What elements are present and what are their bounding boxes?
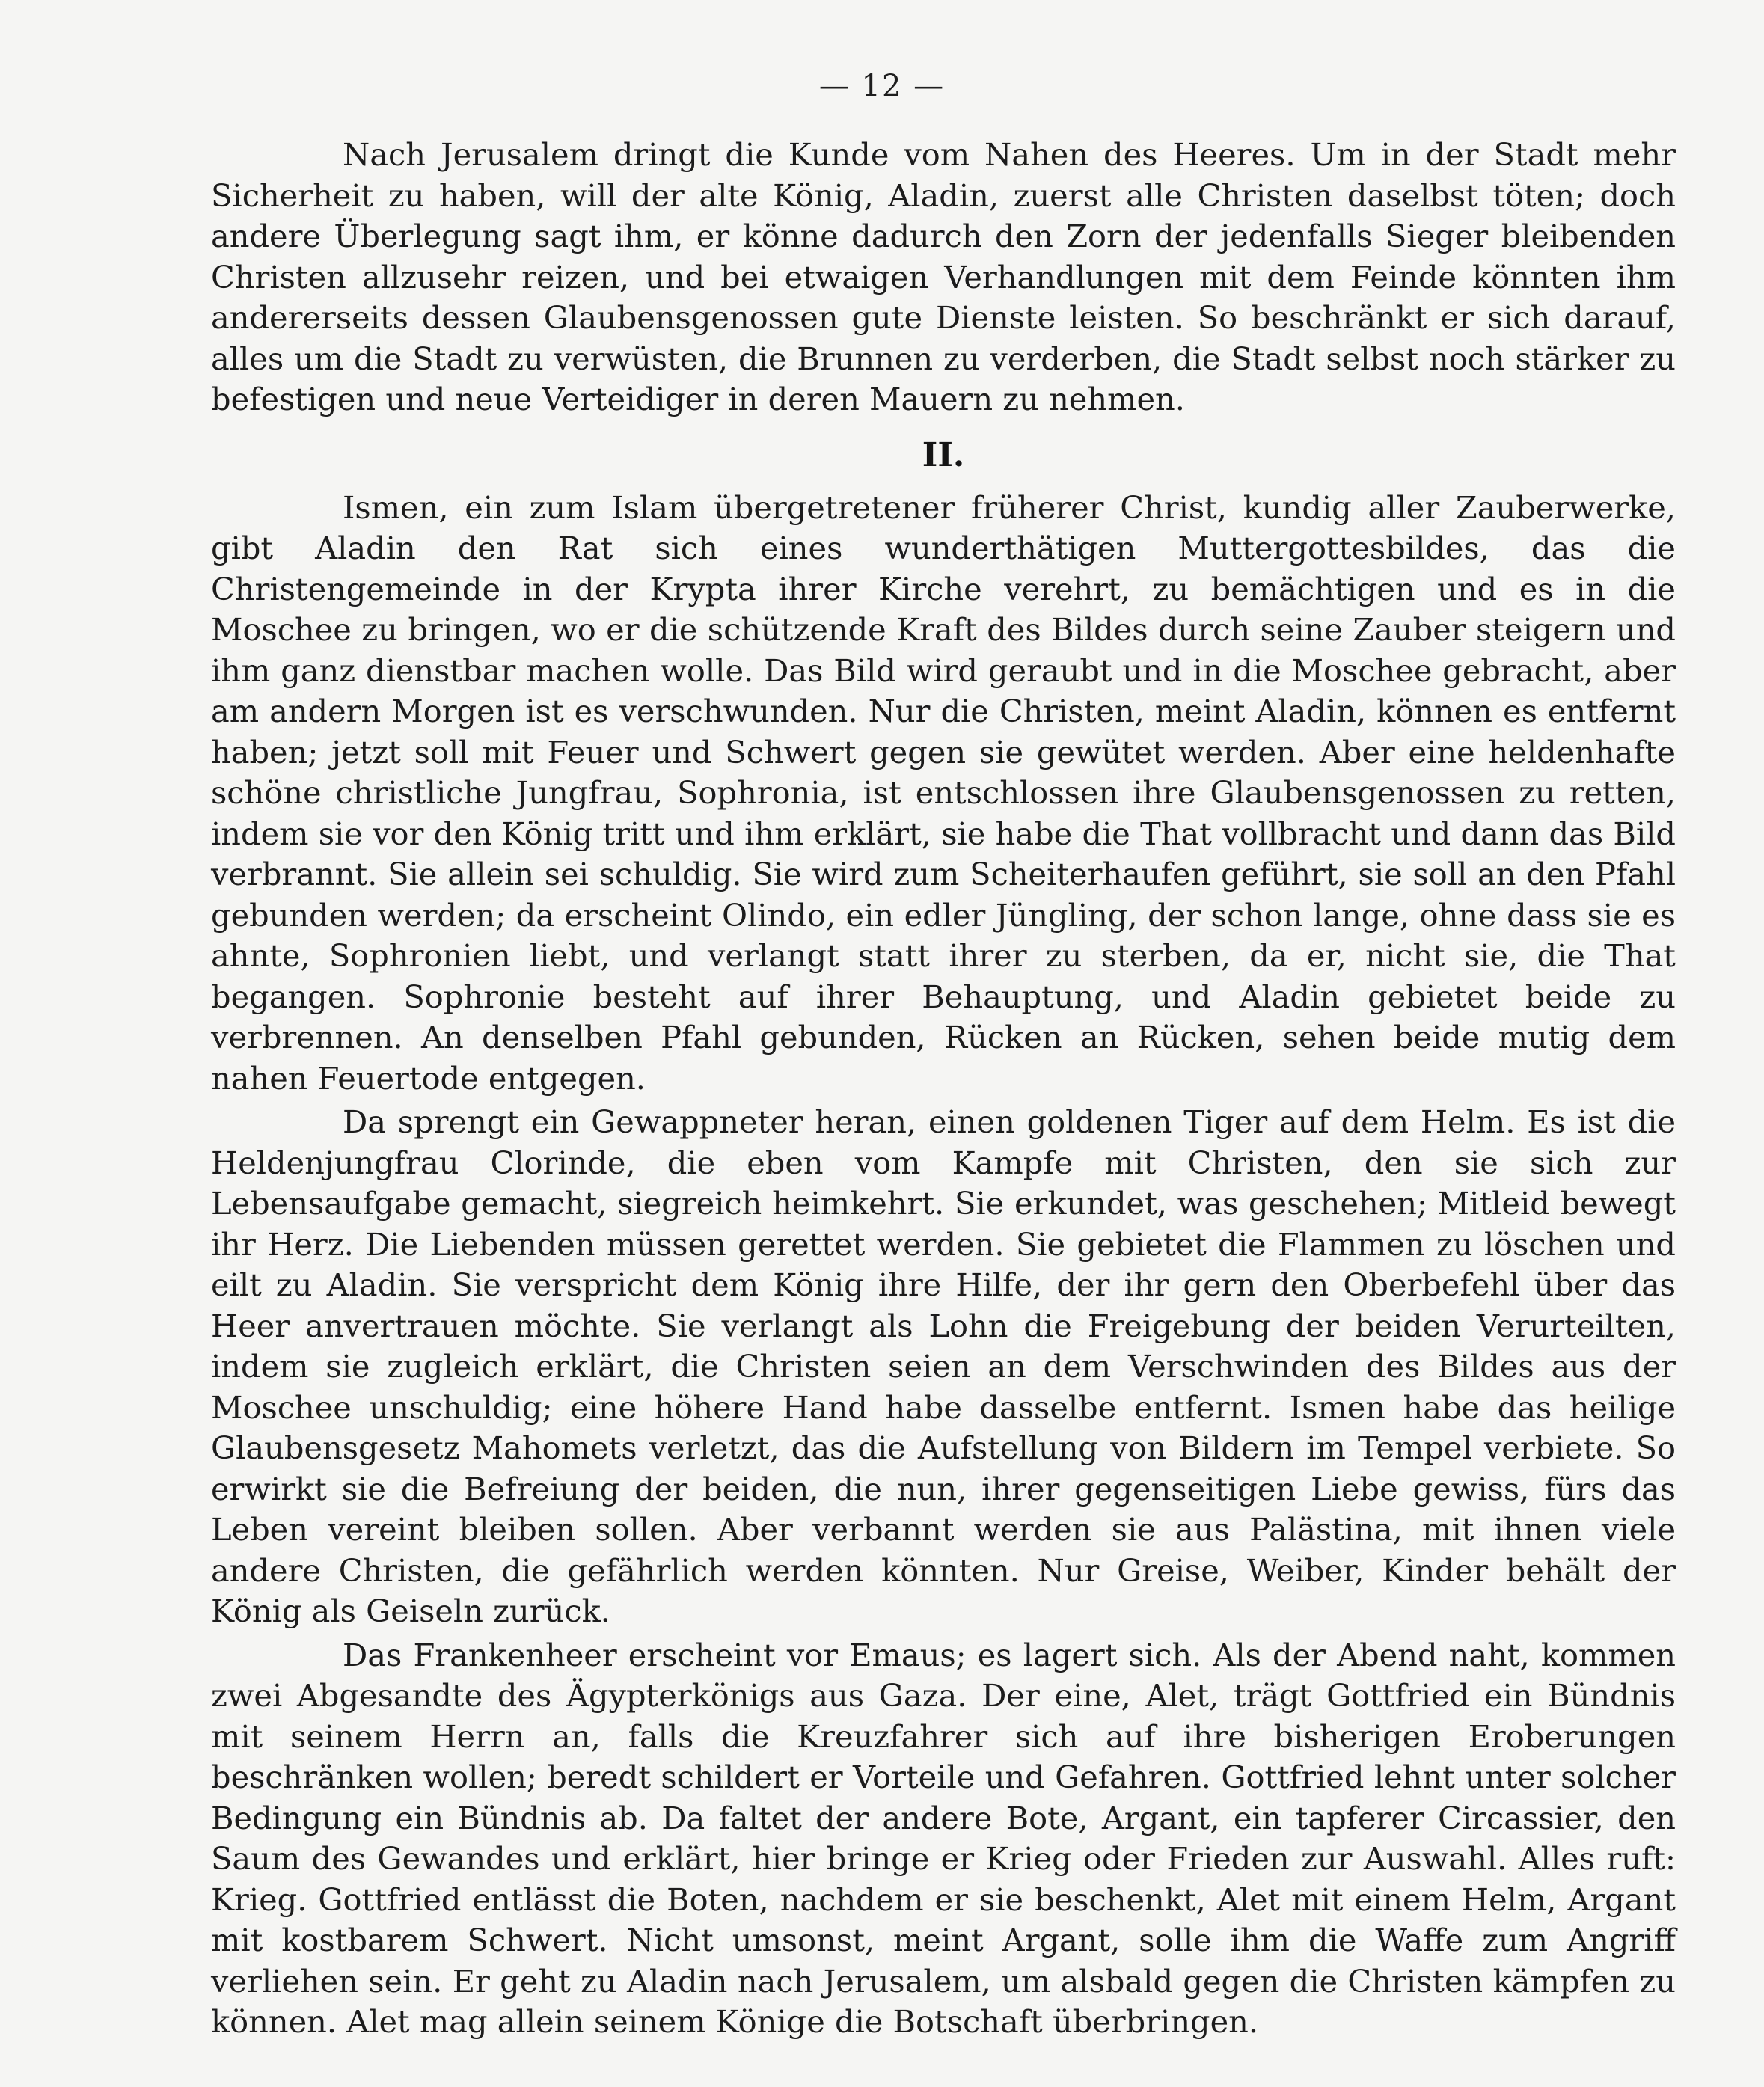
page-number: — 12 — [818, 69, 946, 103]
paragraph-clorinde: Da sprengt ein Gewappneter heran, einen goldenen Tiger auf dem Helm. Es ist die Heldenjungfrau Clorinde, die eben vom Kampfe mit Christen, den sie sich zur Lebensaufgabe gemacht, siegreich heimkehrt. Sie erkundet, was geschehen; Mitleid bewegt ihr Herz. Die Liebenden müssen gerettet werden. Sie gebietet die Flammen zu löschen und eilt zu Aladin. Sie verspricht dem König ihre Hilfe, der ihr gern den Oberbefehl über das Heer anvertrauen möchte. Sie verlangt als Lohn die Freigebung der beiden Verurteilten, indem sie zugleich erklärt, die Christen seien an dem Verschwinden des Bildes aus der Moschee unschuldig; eine höhere Hand habe dasselbe entfernt. Ismen habe das heilige Glaubensgesetz Mahomets verletzt, das die Aufstellung von Bildern im Tempel verbiete. So erwirkt sie die Befreiung der beiden, die nun, ihrer gegenseitigen Liebe gewiss, fürs das Leben vereint bleiben sollen. Aber verbannt werden sie aus Palästina, mit ihnen viele andere Christen, die gefährlich werden könnten. Nur Greise, Weiber, Kinder behält der König als Geiseln zurück. [211, 1103, 1676, 1629]
paragraph-ismen: Ismen, ein zum Islam übergetretener früherer Christ, kundig aller Zauberwerke, gibt Aladin den Rat sich eines wunderthätigen Muttergottesbildes, das die Christengemeinde in der Krypta ihrer Kirche verehrt, zu bemächtigen und es in die Moschee zu bringen, wo er die schützende Kraft des Bildes durch seine Zauber steigern und ihm ganz dienstbar machen wolle. Das Bild wird geraubt und in die Moschee gebracht, aber am andern Morgen ist es verschwunden. Nur die Christen, meint Aladin, können es entfernt haben; jetzt soll mit Feuer und Schwert gegen sie gewütet werden. Aber eine heldenhafte schöne christliche Jungfrau, Sophronia, ist entschlossen ihre Glaubensgenossen zu retten, indem sie vor den König tritt und ihm erklärt, sie habe die That vollbracht und dann das Bild verbrannt. Sie allein sei schuldig. Sie wird zum Scheiterhaufen geführt, sie soll an den Pfahl gebunden werden; da erscheint Olindo, ein edler Jüngling, der schon lange, ohne dass sie es ahnte, Sophronien liebt, und verlangt statt ihrer zu sterben, da er, nicht sie, die That begangen. Sophronie besteht auf ihrer Behauptung, und Aladin gebietet beide zu verbrennen. An denselben Pfahl gebunden, Rücken an Rücken, sehen beide mutig dem nahen Feuertode entgegen. [211, 488, 1676, 1097]
section-heading: II. [922, 435, 965, 474]
paragraph-frankenheer: Das Frankenheer erscheint vor Emaus; es lagert sich. Als der Abend naht, kommen zwei Abgesandte des Ägypterkönigs aus Gaza. Der eine, Alet, trägt Gottfried ein Bündnis mit seinem Herrn an, falls die Kreuzfahrer sich auf ihre bisherigen Eroberungen beschränken wollen; beredt schildert er Vorteile und Gefahren. Gottfried lehnt unter solcher Bedingung ein Bündnis ab. Da faltet der andere Bote, Argant, ein tapferer Circassier, den Saum des Gewandes und erklärt, hier bringe er Krieg oder Frieden zur Auswahl. Alles ruft: Krieg. Gottfried entlässt die Boten, nachdem er sie beschenkt, Alet mit einem Helm, Argant mit kostbarem Schwert. Nicht umsonst, meint Argant, solle ihm die Waffe zum Angriff verliehen sein. Er geht zu Aladin nach Jerusalem, um alsbald gegen die Christen kämpfen zu können. Alet mag allein seinem Könige die Botschaft überbringen. [211, 1636, 1676, 2040]
paragraph-jerusalem: Nach Jerusalem dringt die Kunde vom Nahen des Heeres. Um in der Stadt mehr Sicherheit zu haben, will der alte König, Aladin, zuerst alle Christen daselbst töten; doch andere Überlegung sagt ihm, er könne dadurch den Zorn der jedenfalls Sieger bleibenden Christen allzusehr reizen, und bei etwaigen Verhandlungen mit dem Feinde könnten ihm andererseits dessen Glaubensgenossen gute Dienste leisten. So beschränkt er sich darauf, alles um die Stadt zu verwüsten, die Brunnen zu verderben, die Stadt selbst noch stärker zu befestigen und neue Verteidiger in deren Mauern zu nehmen. [211, 136, 1676, 417]
body-text [211, 135, 1676, 2043]
